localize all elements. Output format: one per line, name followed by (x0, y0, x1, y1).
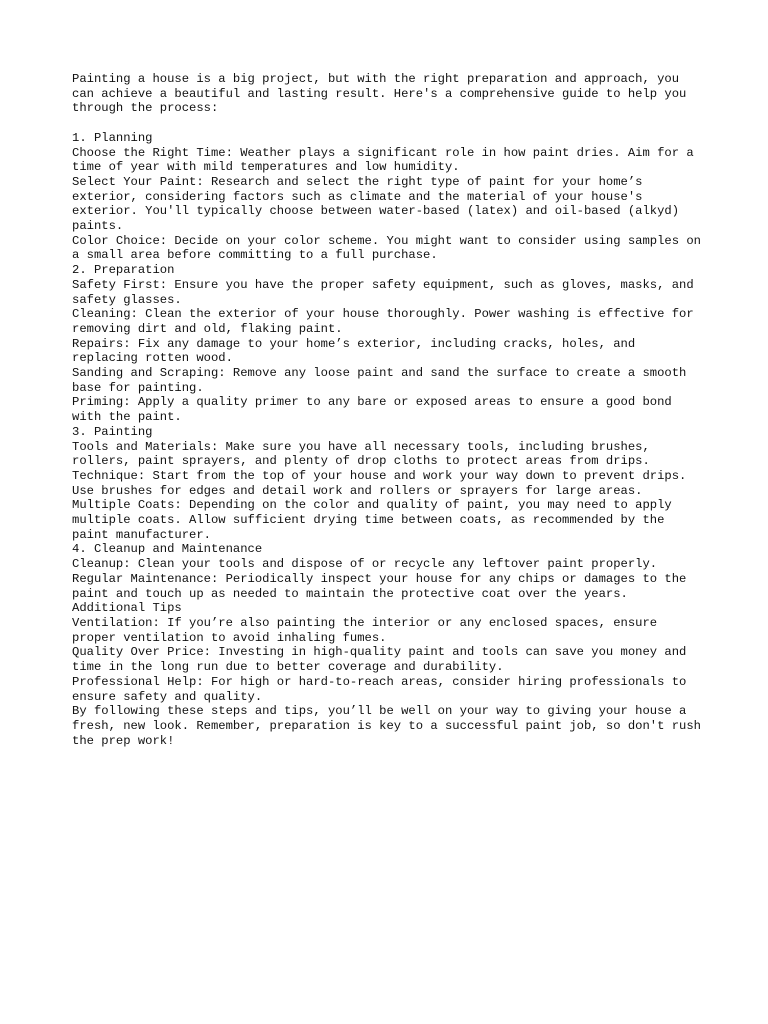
heading-preparation: 2. Preparation (72, 263, 175, 278)
paragraph-quality-over-price: Quality Over Price: Investing in high-quality paint and tools can save you money and time in the long run due to better coverage and durability. (72, 645, 694, 675)
paragraph-multiple-coats: Multiple Coats: Depending on the color and quality of paint, you may need to apply multiple coats. Allow sufficient drying time between coats, as recommended by the paint manufacturer. (72, 498, 680, 542)
heading-additional-tips: Additional Tips (72, 601, 182, 616)
paragraph-tools-materials: Tools and Materials: Make sure you have all necessary tools, including brushes, rollers, paint sprayers, and plenty of drop cloths to protect areas from drips. (72, 439, 658, 469)
paragraph-ventilation: Ventilation: If you’re also painting the interior or any enclosed spaces, ensure proper ventilation to avoid inhaling fumes. (72, 616, 665, 645)
paragraph-select-paint: Select Your Paint: Research and select the right type of paint for your home’s exterior, considering factors such as climate and the material of your house's exterior. You'll typically choose between water-based (latex) and oil-based (alkyd) paints. (72, 174, 687, 234)
paragraph-priming: Priming: Apply a quality primer to any bare or exposed areas to ensure a good bond with the paint. (72, 395, 680, 425)
heading-painting: 3. Painting (72, 424, 153, 439)
paragraph-cleaning: Cleaning: Clean the exterior of your house thoroughly. Power washing is effective for removing dirt and old, flaking paint. (72, 307, 701, 336)
blank-line (72, 116, 704, 131)
paragraph-color-choice: Color Choice: Decide on your color scheme. You might want to consider using samples on a small area before committing to a full purchase. (72, 233, 709, 263)
paragraph-safety-first: Safety First: Ensure you have the proper safety equipment, such as gloves, masks, and safety glasses. (72, 277, 701, 307)
paragraph-professional-help: Professional Help: For high or hard-to-reach areas, consider hiring professionals to ensure safety and quality. (72, 674, 694, 704)
document-body (72, 72, 709, 748)
heading-planning: 1. Planning (72, 130, 153, 145)
paragraph-repairs: Repairs: Fix any damage to your home’s exterior, including cracks, holes, and replacing rotten wood. (72, 336, 643, 366)
paragraph-choose-right-time: Choose the Right Time: Weather plays a significant role in how paint dries. Aim for a time of year with mild temperatures and low humidity. (72, 145, 701, 175)
paragraph-sanding-scraping: Sanding and Scraping: Remove any loose paint and sand the surface to create a smooth base for painting. (72, 366, 694, 395)
intro-paragraph: Painting a house is a big project, but with the right preparation and approach, you can achieve a beautiful and lasting result. Here's a comprehensive guide to help you through the process: (72, 72, 694, 116)
paragraph-technique: Technique: Start from the top of your house and work your way down to prevent drips. Use brushes for edges and detail work and rollers or sprayers for large areas. (72, 468, 694, 498)
paragraph-conclusion: By following these steps and tips, you’ll be well on your way to giving your house a fresh, new look. Remember, preparation is key to a successful paint job, so don't rush the prep work! (72, 704, 709, 748)
paragraph-cleanup: Cleanup: Clean your tools and dispose of or recycle any leftover paint properly. (72, 557, 658, 572)
heading-cleanup-maintenance: 4. Cleanup and Maintenance (72, 542, 263, 557)
paragraph-regular-maintenance: Regular Maintenance: Periodically inspect your house for any chips or damages to the paint and touch up as needed to maintain the protective coat over the years. (72, 571, 694, 601)
